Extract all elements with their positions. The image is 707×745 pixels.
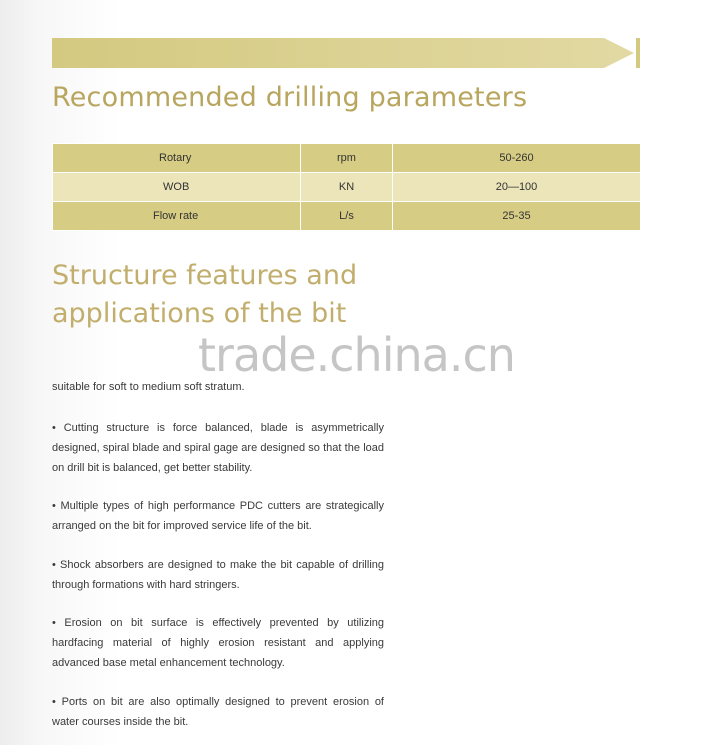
section-title-line: applications of the bit — [52, 298, 347, 329]
table-row — [53, 202, 641, 231]
paragraph: suitable for soft to medium soft stratum. — [52, 381, 245, 393]
bullet-paragraph: • Cutting structure is force balanced, blade is asymmetrically designed, spiral blade and spiral gage are designed so that the load on drill bit is balanced, get better stability. — [52, 422, 384, 474]
param-unit-cell: rpm — [301, 144, 393, 173]
drilling-parameters-table — [52, 143, 641, 231]
param-unit-cell: L/s — [301, 202, 393, 231]
param-name-cell: WOB — [53, 173, 301, 202]
table-row — [53, 173, 641, 202]
bullet-paragraph: • Multiple types of high performance PDC cutters are strategically arranged on the bit for improved service life of the bit. — [52, 500, 384, 532]
param-value-cell: 50-260 — [393, 144, 641, 173]
decorative-arrow-banner — [52, 38, 640, 68]
bullet-paragraph: • Erosion on bit surface is effectively prevented by utilizing hardfacing material of highly erosion resistant and applying advanced base metal enhancement technology. — [52, 617, 384, 669]
watermark: trade.china.cn — [198, 328, 515, 382]
section-title-drilling-parameters: Recommended drilling parameters — [52, 82, 528, 113]
section-title-structure-features — [52, 257, 357, 333]
param-name-cell: Flow rate — [53, 202, 301, 231]
param-name-cell: Rotary — [53, 144, 301, 173]
table-row — [53, 144, 641, 173]
param-unit-cell: KN — [301, 173, 393, 202]
section-title-line: Structure features and — [52, 260, 358, 291]
bullet-paragraph: • Ports on bit are also optimally designed to prevent erosion of water courses inside the bit. — [52, 696, 384, 728]
param-value-cell: 20—100 — [393, 173, 641, 202]
param-value-cell: 25-35 — [393, 202, 641, 231]
bullet-paragraph: • Shock absorbers are designed to make the bit capable of drilling through formations with hard stringers. — [52, 559, 384, 591]
